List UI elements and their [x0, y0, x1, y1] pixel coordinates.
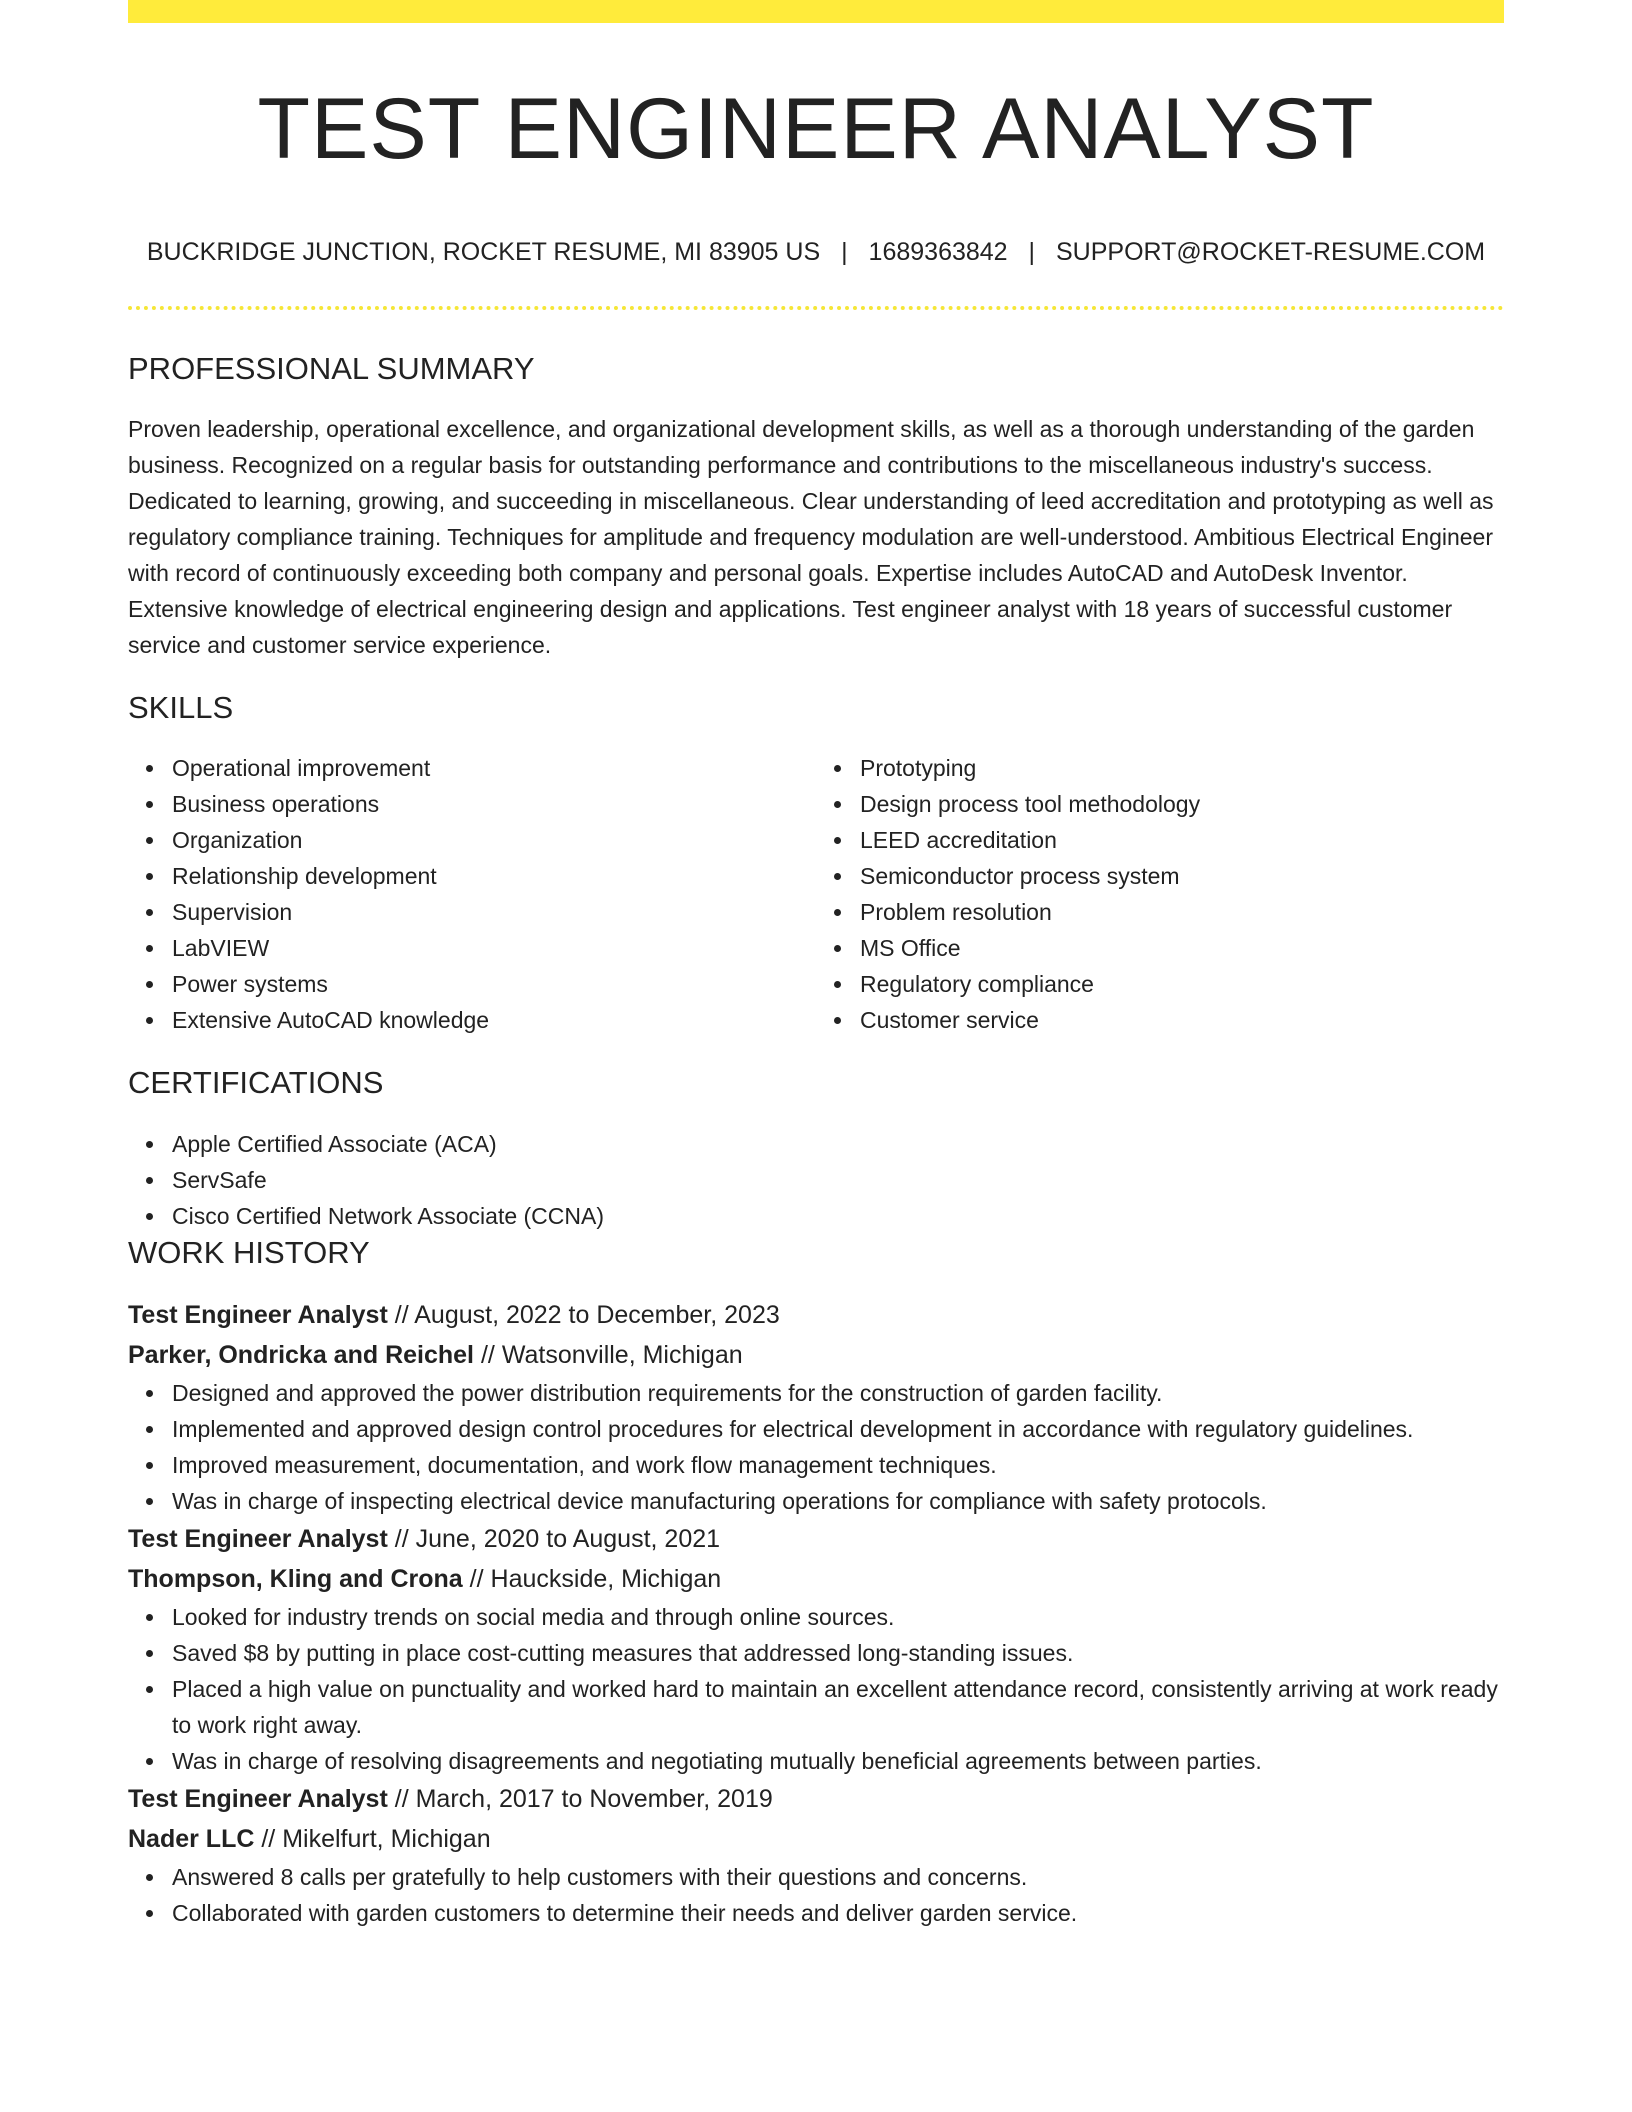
job-divider: //	[394, 1524, 409, 1553]
certification-item: Cisco Certified Network Associate (CCNA)	[172, 1198, 1504, 1234]
skills-list-right	[816, 750, 1504, 1038]
job-title-line	[128, 1295, 1504, 1335]
job-title-line	[128, 1779, 1504, 1819]
job-bullet: Saved $8 by putting in place cost-cutting measures that addressed long-standing issues.	[172, 1635, 1504, 1671]
job-dates: March, 2017 to November, 2019	[415, 1784, 773, 1813]
skill-item: Power systems	[172, 966, 816, 1002]
certification-item: ServSafe	[172, 1162, 1504, 1198]
skills-section	[128, 689, 1504, 1038]
work-history-section	[128, 1234, 1504, 1931]
job-title: Test Engineer Analyst	[128, 1300, 388, 1329]
job-divider: //	[480, 1340, 495, 1369]
job-company: Thompson, Kling and Crona	[128, 1564, 463, 1593]
contact-line	[128, 238, 1504, 267]
job-company-line	[128, 1819, 1504, 1859]
job-entry	[128, 1295, 1504, 1519]
job-bullets	[128, 1375, 1504, 1519]
job-title-line	[128, 1519, 1504, 1559]
skill-item: Supervision	[172, 894, 816, 930]
contact-phone: 1689363842	[868, 238, 1008, 266]
section-heading-summary: PROFESSIONAL SUMMARY	[128, 351, 535, 386]
job-location: Mikelfurt, Michigan	[282, 1824, 491, 1853]
job-company: Parker, Ondricka and Reichel	[128, 1340, 474, 1369]
job-divider: //	[261, 1824, 276, 1853]
skills-grid	[128, 750, 1504, 1038]
contact-address: BUCKRIDGE JUNCTION, ROCKET RESUME, MI 83905 US	[146, 238, 821, 266]
contact-separator: |	[841, 238, 848, 266]
skill-item: Business operations	[172, 786, 816, 822]
section-heading-skills: SKILLS	[128, 690, 234, 726]
job-title: Test Engineer Analyst	[128, 1784, 388, 1813]
skill-item: Regulatory compliance	[860, 966, 1504, 1002]
job-bullet: Improved measurement, documentation, and work flow management techniques.	[172, 1447, 1504, 1483]
summary-text: Proven leadership, operational excellence, and organizational development skills, as well as a thorough understanding of the garden business. Recognized on a regular basis for outstanding performance and contributions to the miscellaneous industry's success. Dedicated to learning, growing, and succeeding in miscellaneous. Clear understanding of leed accreditation and prototyping as well as regulatory compliance training. Techniques for amplitude and frequency modulation are well-understood. Ambitious Electrical Engineer with record of continuously exceeding both company and personal goals. Expertise includes AutoCAD and AutoDesk Inventor. Extensive knowledge of electrical engineering design and applications. Test engineer analyst with 18 years of successful customer service and customer service experience.	[128, 416, 1494, 659]
certifications-section	[128, 1064, 1504, 1233]
dotted-divider	[128, 306, 1504, 310]
skill-item: Customer service	[860, 1002, 1504, 1038]
skill-item: Extensive AutoCAD knowledge	[172, 1002, 816, 1038]
job-dates: August, 2022 to December, 2023	[414, 1300, 780, 1329]
job-bullet: Designed and approved the power distribution requirements for the construction of garden facility.	[172, 1375, 1504, 1411]
job-bullets	[128, 1599, 1504, 1779]
job-company-line	[128, 1335, 1504, 1375]
job-divider: //	[394, 1300, 409, 1329]
job-bullet: Looked for industry trends on social media and through online sources.	[172, 1599, 1504, 1635]
skill-item: Semiconductor process system	[860, 858, 1504, 894]
job-bullets	[128, 1859, 1504, 1931]
summary-section	[128, 350, 1504, 663]
job-divider: //	[394, 1784, 409, 1813]
job-bullet: Was in charge of inspecting electrical device manufacturing operations for compliance with safety protocols.	[172, 1483, 1504, 1519]
job-bullet: Placed a high value on punctuality and worked hard to maintain an excellent attendance record, consistently arriving at work ready to work right away.	[172, 1671, 1504, 1743]
certifications-list	[128, 1126, 1504, 1234]
job-bullet: Was in charge of resolving disagreements and negotiating mutually beneficial agreements between parties.	[172, 1743, 1504, 1779]
skill-item: Design process tool methodology	[860, 786, 1504, 822]
job-dates: June, 2020 to August, 2021	[415, 1524, 721, 1553]
contact-email: SUPPORT@ROCKET-RESUME.COM	[1056, 238, 1486, 266]
job-bullet: Answered 8 calls per gratefully to help customers with their questions and concerns.	[172, 1859, 1504, 1895]
section-heading-certifications: CERTIFICATIONS	[128, 1065, 384, 1101]
job-divider: //	[469, 1564, 484, 1593]
job-entry	[128, 1779, 1504, 1931]
page-title: TEST ENGINEER ANALYST	[257, 81, 1375, 177]
job-location: Hauckside, Michigan	[490, 1564, 722, 1593]
job-company: Nader LLC	[128, 1824, 255, 1853]
skill-item: MS Office	[860, 930, 1504, 966]
contact-separator: |	[1028, 238, 1036, 266]
skill-item: Organization	[172, 822, 816, 858]
skill-item: Relationship development	[172, 858, 816, 894]
skill-item: LEED accreditation	[860, 822, 1504, 858]
job-bullet: Collaborated with garden customers to determine their needs and deliver garden service.	[172, 1895, 1504, 1931]
job-location: Watsonville, Michigan	[501, 1340, 743, 1369]
resume-content	[128, 350, 1504, 1931]
accent-top-bar	[128, 0, 1504, 23]
skill-item: LabVIEW	[172, 930, 816, 966]
certification-item: Apple Certified Associate (ACA)	[172, 1126, 1504, 1162]
skill-item: Operational improvement	[172, 750, 816, 786]
job-bullet: Implemented and approved design control procedures for electrical development in accordance with regulatory guidelines.	[172, 1411, 1504, 1447]
skills-list-left	[128, 750, 816, 1038]
job-company-line	[128, 1559, 1504, 1599]
job-title: Test Engineer Analyst	[128, 1524, 388, 1553]
job-entry	[128, 1519, 1504, 1779]
skill-item: Prototyping	[860, 750, 1504, 786]
skill-item: Problem resolution	[860, 894, 1504, 930]
section-heading-work-history: WORK HISTORY	[128, 1234, 370, 1270]
